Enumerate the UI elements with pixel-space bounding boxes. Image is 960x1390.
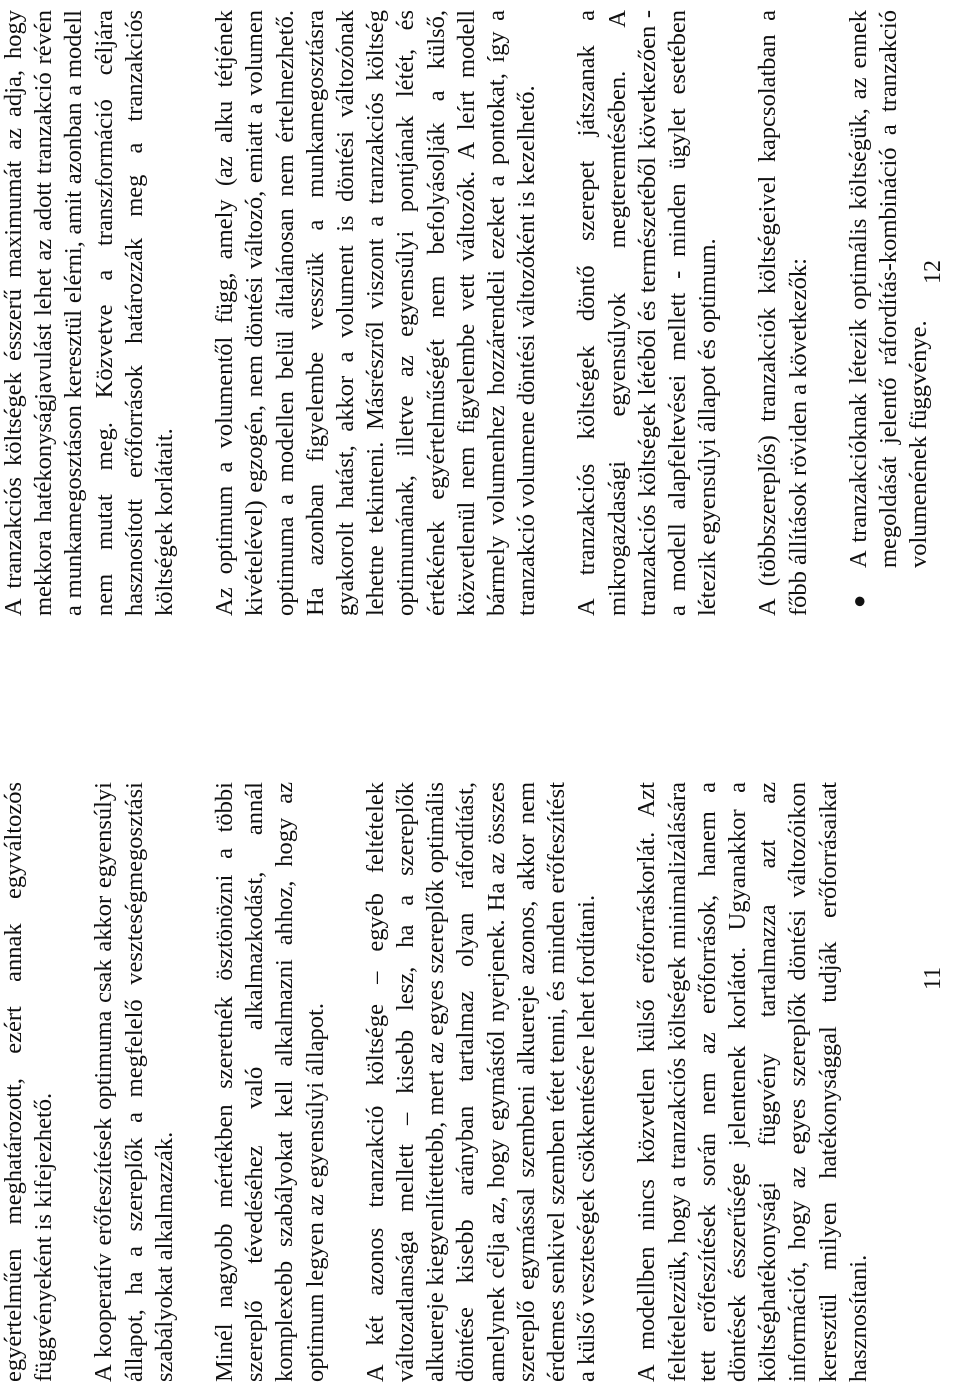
left-paragraph-3: Minél nagyobb mértékben szeretnék ösztönözni a többi szereplő tévedéséhez való alkalmazkodást, annál komplexebb szabályokat kell alkalmazni ahhoz, hogy az optimum legyen az egyensúlyi állapot. bbox=[211, 782, 329, 1382]
left-paragraph-5: A modellben nincs közvetlen külső erőforráskorlát. Azt feltételezzük, hogy a tranzakciós költségek minimalizálására tett erőfeszítések során nem az erőforrások, hanem a döntések ésszerűsége jelentenek korlátot. Ugyanakkor a költséghatékonysági függvény tartalmazza azt az információt, hogy az egyes szereplők döntési változóikon keresztül milyen hatékonysággal tudják erőforrásaikat hasznosítani. bbox=[633, 782, 872, 1382]
right-paragraph-1: A tranzakciós költségek ésszerű maximumát az adja, hogy mekkora hatékonyságjavulást lehet az adott tranzakció révén a munkamegosztáson keresztül elérni, amit azonban a modell nem mutat meg. Közvetve a transzformáció céljára hasznosított erőforrások határozzák meg a tranzakciós költségek korlátait. bbox=[0, 10, 179, 616]
left-page-column bbox=[0, 782, 904, 1382]
right-bullet-list bbox=[844, 10, 935, 616]
right-page-number: 12 bbox=[920, 260, 946, 284]
bullet-item bbox=[844, 10, 935, 608]
bullet-dot-icon: ● bbox=[845, 594, 871, 608]
right-page-column bbox=[0, 10, 934, 616]
left-page-number: 11 bbox=[920, 966, 946, 990]
left-paragraph-1: egyértelműen meghatározott, ezért annak egyváltozós függvényeként is kifejezhető. bbox=[0, 782, 58, 1382]
right-paragraph-2: Az optimum a volumentől függ, amely (az alku tétjének kivételével) egzogén, nem döntési változó, emiatt a volumen optimuma a modellen belül általánosan nem értelmezhető. Ha azonban figyelembe vesszük a munkamegosztásra gyakorolt hatást, akkor a volument is döntési változónak lehetne tekinteni. Másrészről viszont a tranzakciós költség optimumának, illetve az egyensúlyi pontjának létét, és értékének egyértelműségét nem befolyásolják a külső, közvetlenül nem figyelembe vett változók. A leírt modell bármely volumenhez hozzárendeli ezeket a pontokat, így a tranzakció volumene döntési változóként is kezelhető. bbox=[211, 10, 541, 616]
right-paragraph-3: A tranzakciós költségek döntő szerepet játszanak a mikrogazdasági egyensúlyok megteremtésében. A tranzakciós költségek létéből és természetéből következően - a modell alapfeltevései mellett - minden ügylet esetében létezik egyensúlyi állapot és optimum. bbox=[573, 10, 722, 616]
right-paragraph-4: A (többszereplős) tranzakciók költségeivel kapcsolatban a főbb állítások röviden a következők: bbox=[754, 10, 812, 616]
bullet-item-text: A tranzakcióknak létezik optimális költségük, az ennek megoldását jelentő ráfordítás-kombináció a tranzakció volumenének függvénye. bbox=[844, 10, 933, 568]
left-paragraph-2: A kooperatív erőfeszítések optimuma csak akkor egyensúlyi állapot, ha a szereplők a megfelelő veszteségmegosztási szabályokat alkalmazzák. bbox=[90, 782, 178, 1382]
left-paragraph-4: A két azonos tranzakció költsége – egyéb feltételek változatlansága mellett – kisebb lesz, ha a szereplők alkuereje kiegyenlítettebb, mert az egyes szereplők optimális döntése kisebb arányban tartalmaz olyan ráfordítást, amelynek célja az, hogy egymástól nyerjenek. Ha az összes szereplő egymással szembeni alkuereje azonos, akkor nem érdemes senkivel szemben tétet tenni, és minden erőfeszítést a külső veszteségek csökkentésére lehet fordítani. bbox=[361, 782, 601, 1382]
